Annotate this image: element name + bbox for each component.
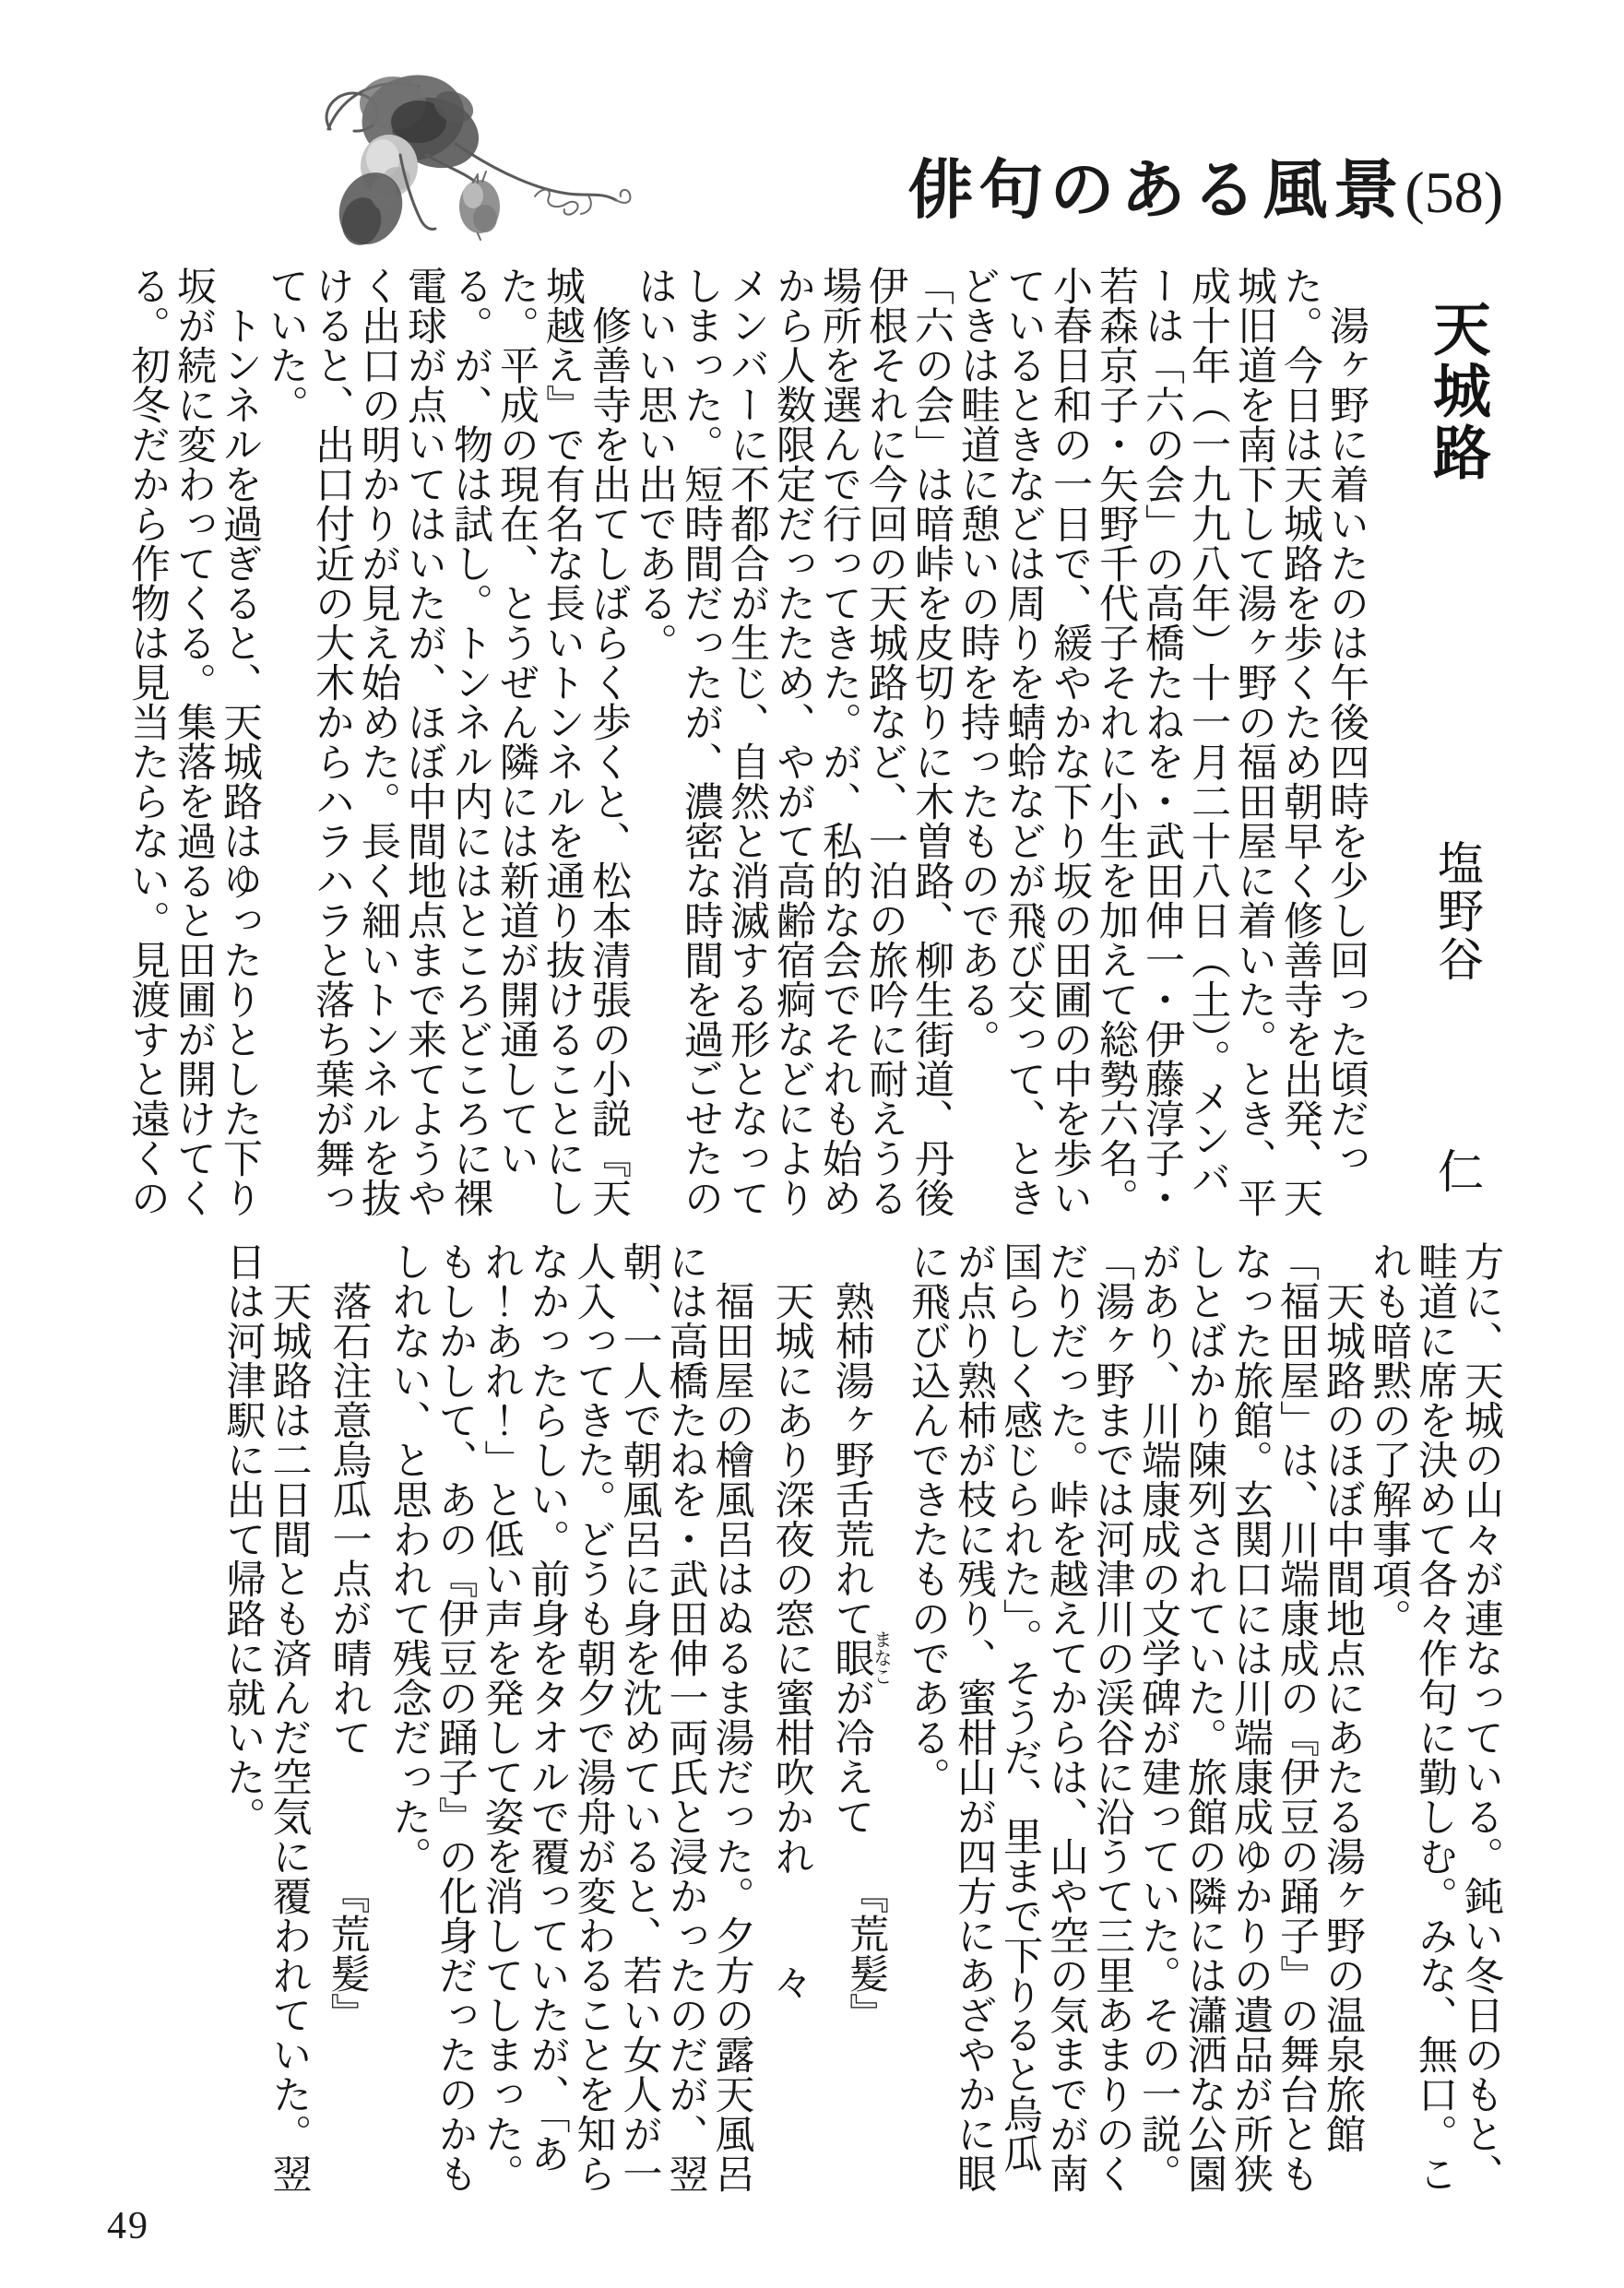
paragraph: 「湯ヶ野までは河津川の渓谷に沿うて三里あまりのくだりだった。峠を越えてからは、山や空の気までが南国らしく感じられた」。そうだ、里まで下りると烏瓜が点り熟柿が枝に残り、蜜柑山が四方にあざやかに眼に飛び込んできたものである。 [906, 1241, 1133, 2193]
karasuuri-ink-illustration [264, 37, 662, 262]
haiku-line [768, 1241, 814, 2199]
paragraph: 天城路のほぼ中間地点にあたる湯ヶ野の温泉旅館「福田屋」は、川端康成の『伊豆の踊子』の舞台ともなった旅館。玄関口には川端康成ゆかりの遺品が所狭しとばかり陳列されていた。旅館の隣には瀟洒な公園があり、川端康成の文学碑が建っていた。その一説。 [1136, 1241, 1364, 2193]
haiku-text: 天城にあり深夜の窓に蜜柑吹かれ [769, 1241, 813, 1876]
series-number: (58) [1405, 160, 1503, 225]
paragraph: 天城路は二日間とも済んだ空気に覆われていた。翌日は河津駅に出て帰路に就いた。 [220, 1241, 311, 2193]
haiku-ruby-furigana: まなこ [871, 1630, 891, 1686]
paragraph: 方に、天城の山々が連なっている。鈍い冬日のもと、畦道に席を決めて各々作句に勤しむ。みな、無口。これも暗黙の了解事項。 [1367, 1241, 1502, 2193]
article-title: 天城路 [1425, 299, 1489, 484]
haiku-attribution-ditto-mark: 々 [767, 1962, 812, 2001]
author-name-gap [1456, 983, 1458, 1147]
haiku-attribution: 『荒髪』 [325, 1874, 369, 2033]
author-name [1431, 839, 1483, 1195]
haiku-text: 落石注意烏瓜一点が晴れて [326, 1241, 371, 1757]
text-block-top [124, 266, 1503, 1223]
haiku-line [828, 1241, 891, 2199]
haiku-text-part: が冷えて [829, 1677, 873, 1836]
paragraph: 修善寺を出てしばらく歩くと、松本清張の小説『天城越え』で有名な長いトンネルを通り抜けることにした。平成の現在、とうぜん隣には新道が開通している。が、物は試し。トンネル内にはところどころに裸電球が点いてはいたが、ほぼ中間地点まで来てようやく出口の明かりが見え始めた。長く細いトンネルを抜けると、出口付近の大木からハラハラと落ち葉が舞っていた。 [264, 266, 630, 1217]
article-heading-column [1411, 266, 1503, 1223]
paragraph: トンネルを過ぎると、天城路はゆったりとした下り坂が続に変わってくる。集落を過ると田圃が開けてくる。初冬だから作物は見当たらない。見渡すと遠くの [125, 266, 261, 1217]
haiku-text-part: 熟柿湯ヶ野舌荒れて [829, 1241, 873, 1638]
body-copy-top [124, 266, 1369, 1223]
author-family-name: 塩野谷 [1431, 839, 1483, 983]
haiku-ruby [829, 1630, 891, 1686]
haiku-text [829, 1241, 891, 1836]
body-copy-bottom [219, 1241, 1504, 2199]
page-number: 49 [107, 2205, 149, 2247]
haiku-attribution: 『荒髪』 [844, 1874, 887, 2033]
paragraph: 「六の会」は暗峠を皮切りに木曽路、柳生街道、丹後伊根それに今回の天城路など、一泊の旅吟に耐えうる場所を選んで行ってきた。が、私的な会でそれも始めから人数限定だったため、やがて高齢宿痾などによりメンバーに不都合が生じ、自然と消滅する形となってしまった。短時間だったが、濃密な時間を過ごせたのはいい思い出である。 [633, 266, 953, 1217]
haiku-ruby-base: 眼 [829, 1630, 873, 1686]
paragraph: 湯ヶ野に着いたのは午後四時を少し回った頃だった。今日は天城路を歩くため朝早く修善寺を出発、天城旧道を南下して湯ヶ野の福田屋に着いた。とき、平成十年（一九九八年）十一月二十八日（土）。メンバーは「六の会」の高橋たねを・武田伸一・伊藤淳子・若森京子・矢野千代子それに小生を加えて総勢六名。小春日和の一日で、緩やかな下り坂の田圃の中を歩いているときなどは周りを蜻蛉などが飛び交って、ときどきは畦道に憩いの時を持ったものである。 [955, 266, 1368, 1217]
author-given-name: 仁 [1431, 1147, 1483, 1195]
series-title-text: 俳句のある風景 [907, 154, 1405, 226]
haiku-line [326, 1241, 372, 2199]
text-block-bottom [219, 1241, 1504, 2199]
series-title [907, 138, 1503, 231]
paragraph: 福田屋の檜風呂はぬるま湯だった。夕方の露天風呂には高橋たねを・武田伸一両氏と浸かったのだが、翌朝、一人で朝風呂に身を沈めていると、若い女人が一人入ってきた。どうも朝夕で湯舟が変わることを知らなかったらしい。前身をタオルで覆っていたが、「あれ！あれ！」と低い声を発して姿を消してしまった。もしかして、あの『伊豆の踊子』の化身だったのかもしれない、と思われて残念だった。 [386, 1241, 753, 2193]
